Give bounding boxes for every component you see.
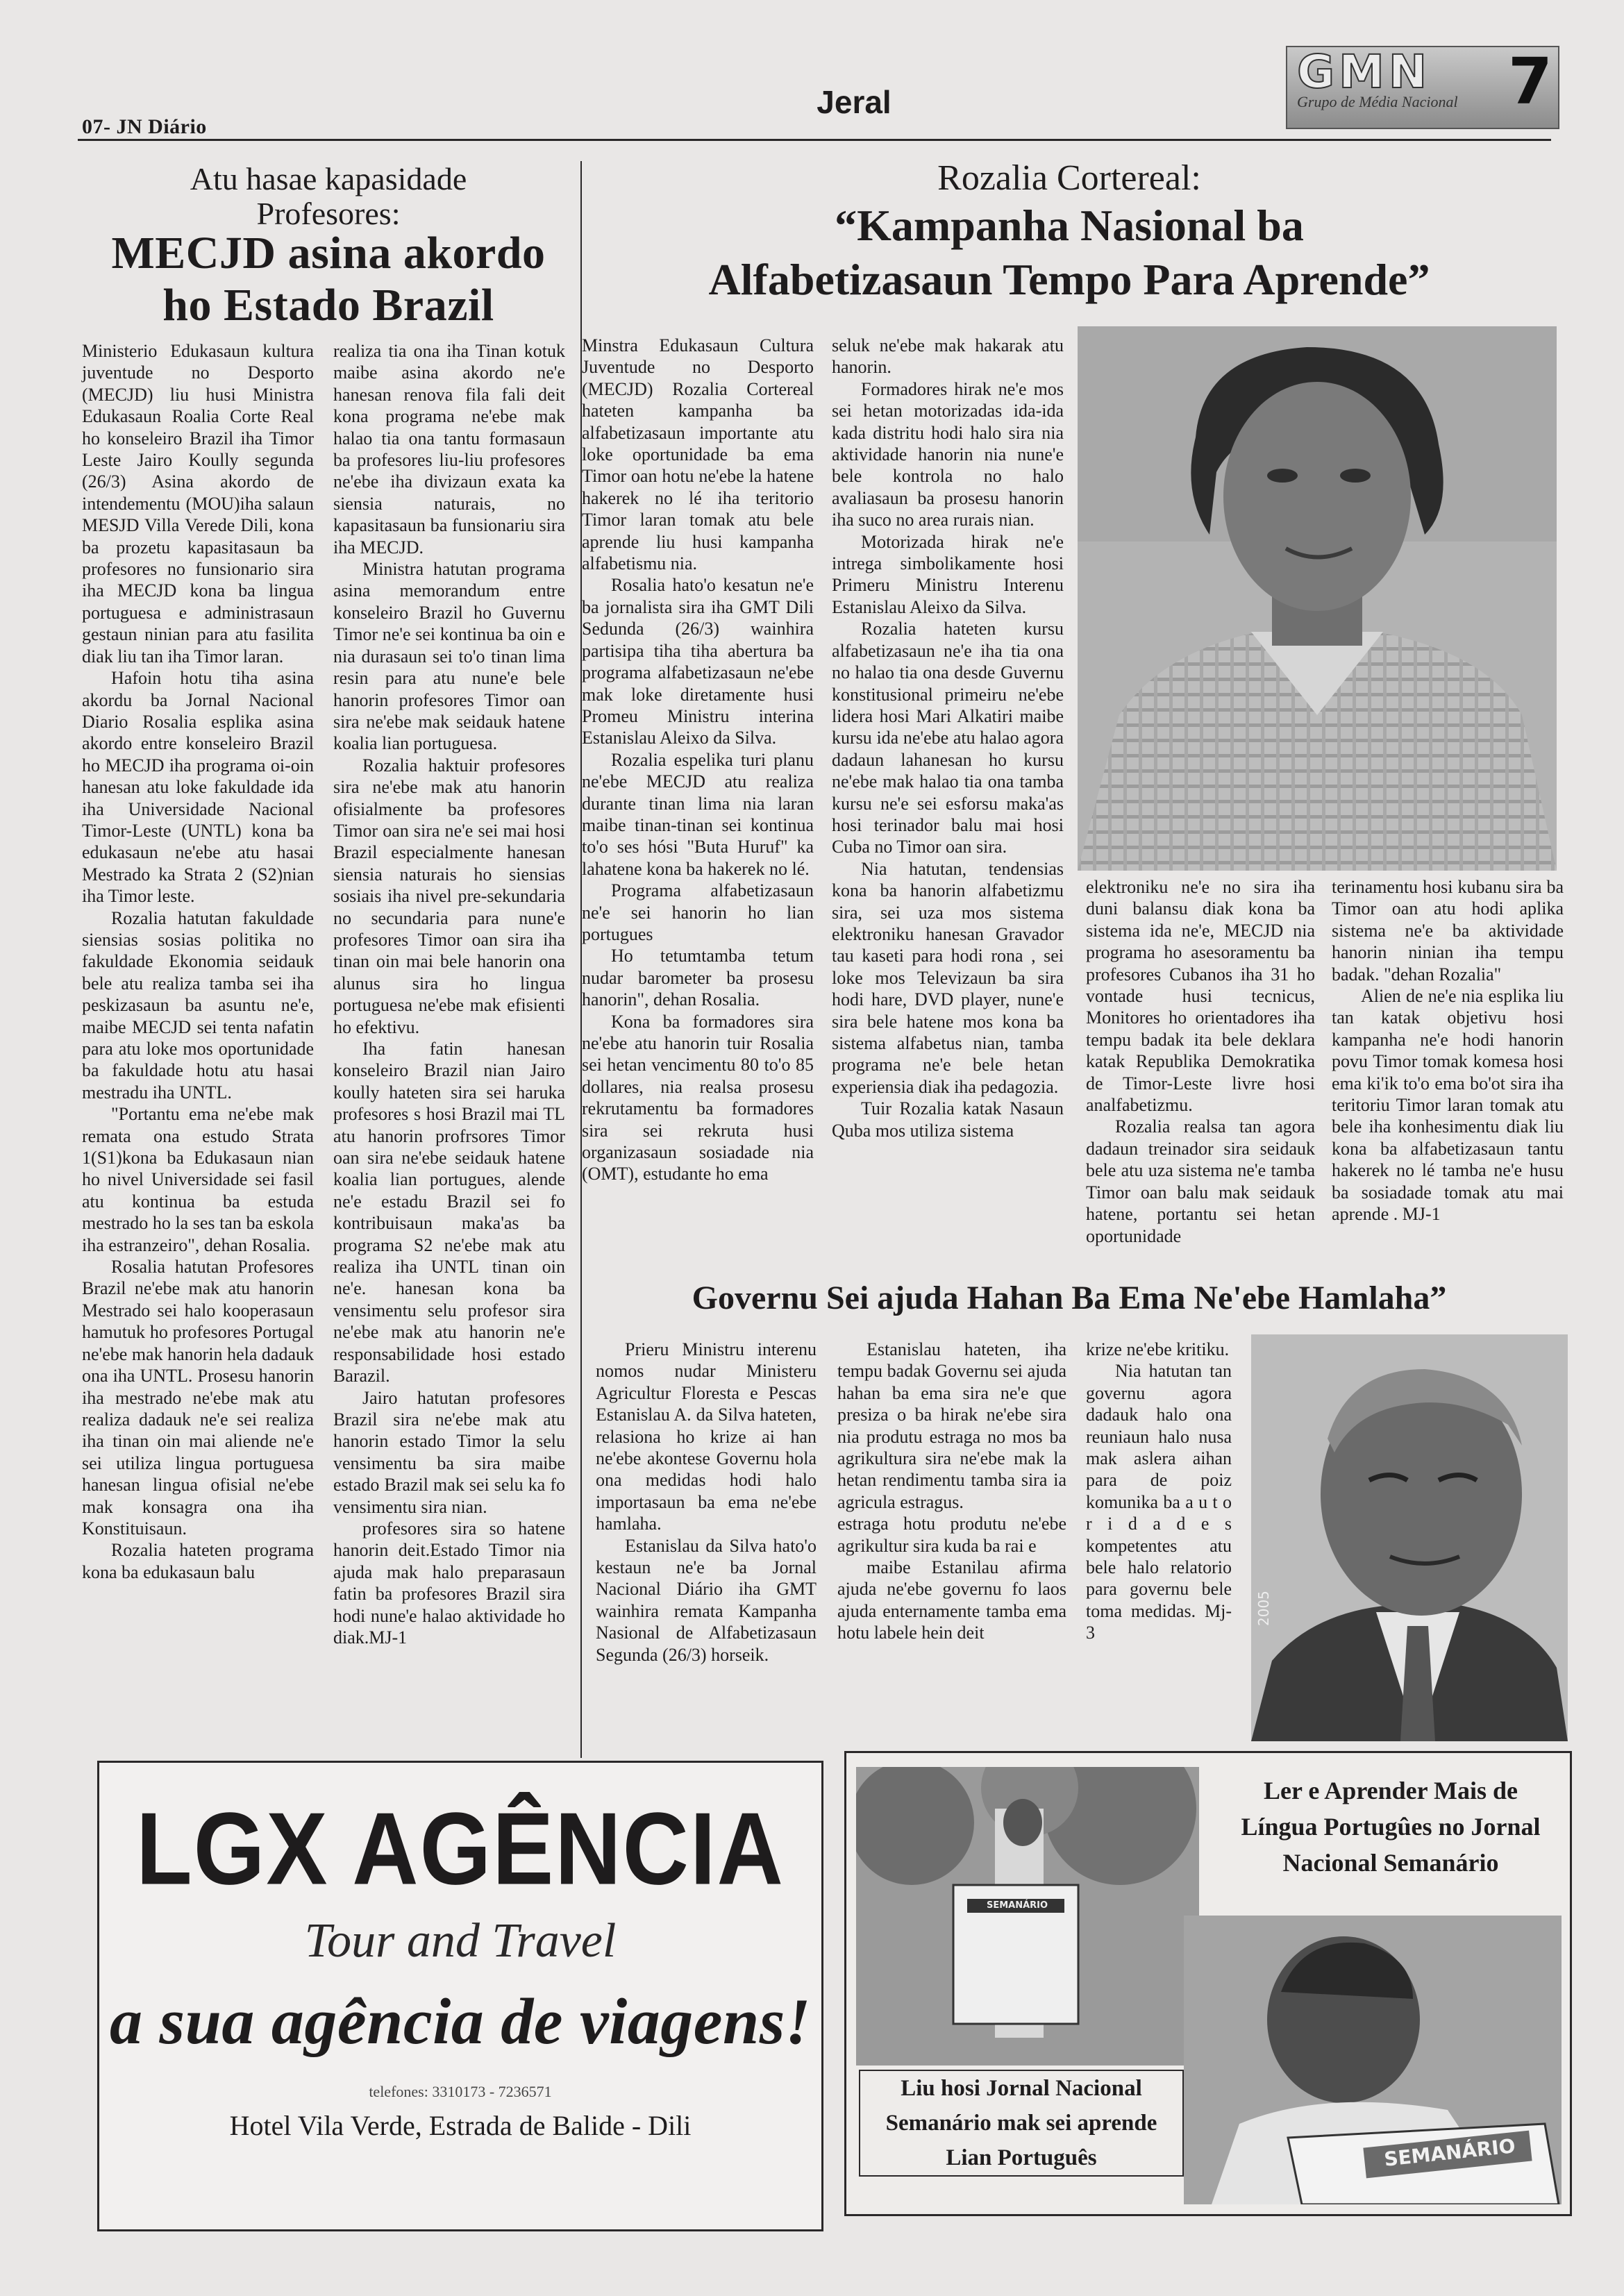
ad-text-top: Ler e Aprender Mais de Língua Portugûes no Jornal Nacional Semanário	[1241, 1777, 1541, 1877]
newspaper-reader-icon	[856, 1767, 1199, 2065]
page-label: 07- JN Diário	[82, 115, 207, 138]
paragraph: Estanislau da Silva hato'o kestaun ne'e ba Jornal Nacional Diário iha GMT wainhira remata Kampanha Nasional de Alfabetizasaun Segunda (26/3) horseik.	[596, 1535, 817, 1665]
man-portrait-icon	[1251, 1334, 1568, 1741]
article1-kicker-1: Atu hasae kapasidade	[190, 161, 467, 196]
paragraph: Rosalia hatutan Profesores Brazil ne'ebe mak atu hanorin Mestrado sei halo kooperasaun hamutuk ho profesores Portugal ne'ebe mak hanorin hela dadauk ona iha UNTL. Prosesu hanorin iha mestrado ne'ebe mak atu realiza dadauk ne'e sei realiza iha tinan oin mai aliende ne'e sei utiliza lingua portuguesa hanesan lingua ofisial ne'ebe mak konsagra ona iha Konstituisaun.	[82, 1257, 314, 1539]
ad-address: Hotel Vila Verde, Estrada de Balide - Dili	[229, 2110, 692, 2141]
article3-column-2	[837, 1339, 1066, 1644]
paragraph: Programa alfabetizasaun ne'e sei hanorin ho lian portugues	[582, 880, 814, 944]
article2-headline-1: “Kampanha Nasional ba	[835, 201, 1304, 250]
paragraph: realiza tia ona iha Tinan kotuk maibe asina akordo ne'e hanesan renova fila fali deit kona programa ne'ebe mak halao tia ona tantu formasaun ba profesores liu-liu profesores ne'ebe iha divizaun exata ka siensia naturais, no kapasitasaun ba funsionariu sira iha MECJD.	[333, 341, 565, 558]
paragraph: Rozalia espelika turi planu ne'ebe MECJD atu realiza durante tinan lima nia laran maibe tinan-tinan sei kontinua to'o ses hósi "Buta Huruf" ka lahatene kona ba hakerek no lé.	[582, 749, 814, 879]
ad-text-bottom: Liu hosi Jornal Nacional Semanário mak sei aprende Lian Português	[859, 2070, 1184, 2177]
article1-column-2	[333, 340, 565, 1648]
paragraph: Motorizada hirak ne'e intrega simbolikamente hosi Primeru Ministru Interenu Estanislau Aleixo da Silva.	[832, 531, 1064, 617]
article1-headline-2: ho Estado Brazil	[162, 280, 494, 330]
paragraph: estraga hotu produtu ne'ebe agrikultur sira kuda ba rai e	[837, 1514, 1066, 1556]
article2-column-1	[582, 335, 814, 1185]
logo-subtitle: Grupo de Média Nacional	[1297, 93, 1458, 110]
paragraph: maibe Estanilau afirma ajuda ne'ebe governu fo laos ajuda enternamente tamba ema hotu labele hein deit	[837, 1557, 1066, 1643]
paragraph: terinamentu hosi kubanu sira ba Timor oan atu hodi aplika sistema ne'e ba aktividade hanorin ninian iha tempu badak. "dehan Rozalia"	[1332, 877, 1564, 984]
paragraph: Ministerio Edukasaun kultura juventude no Desporto (MECJD) liu husi Ministra Edukasaun Roalia Corte Real ho konseleiro Brazil iha Timor Leste Jairo Koully segunda (26/3) Asina akordo de intendementu (MOU)iha salaun MESJD Villa Verede Dili, kona ba prozetu kapasitasaun ba profesores no funsionario sira iha MECJD kona ba lingua portuguesa e administrasaun gestaun ninian para atu fasilita diak liu tan iha Timor laran.	[82, 341, 314, 667]
paragraph: Rozalia hateten kursu alfabetizasaun ne'e iha tia ona no halao tia ona desde Guvernu konstitusional primeiru ne'ebe lidera hosi Mari Alkatiri maibe kursu ida ne'ebe atu halao agora dadaun lahanesan ho kursu ne'ebe mak halao tia ona tamba kursu ne'e sei esforsu maka'as hosi terinador balu mai hosi Cuba no Timor oan sira.	[832, 619, 1064, 857]
paragraph: Alien de ne'e nia esplika liu tan katak objetivu hosi kampanha ne'e hodi hanorin povu Timor tomak komesa hosi ema ki'ik to'o ema bo'ot sira iha teritoriu Timor laran tomak atu bele iha konhesimentu diak liu kona ba alfabetizasaun tantu hakerek no lé tamba ne'e husu ba sosiadade tomak atu mai aprende . MJ-1	[1332, 986, 1564, 1225]
reader-photo	[1184, 1916, 1562, 2204]
paragraph: elektroniku ne'e no sira iha duni balansu diak kona ba sistema ida ne'e, MECJD nia programa ho asesoramentu ba profesores Cubanos iha 31 ho vontade husi tecnicus, Monitores ho orientadores iha tempu badak ita bele deklara katak Republika Demokratika de Timor-Leste livre hosi analfabetizmu.	[1086, 877, 1315, 1116]
article3-headline: Governu Sei ajuda Hahan Ba Ema Ne'ebe Hamlaha”	[692, 1280, 1447, 1316]
paragraph: Kona ba formadores sira ne'ebe atu hanorin tuir Rosalia sei hetan vencimentu 80 to'o 85 dollares, nia realsa prosesu rekrutamentu ba formadores sira sei rekruta husi organizasaun sosiadade nia (OMT), estudante ho ema	[582, 1011, 814, 1184]
paragraph: profesores sira so hatene hanorin deit.Estado Timor nia ajuda mak halo preparasaun fatin ba profesores Brazil sira hodi nune'e halao aktividade ho diak.MJ-1	[333, 1518, 565, 1648]
article2-column-4	[1332, 876, 1564, 1225]
article2-headline-2: Alfabetizasaun Tempo Para Aprende”	[708, 255, 1430, 304]
gmn-logo	[1286, 46, 1559, 129]
jornal-semanario-ad	[844, 1751, 1572, 2216]
article2-kicker: Rozalia Cortereal:	[937, 158, 1201, 198]
paragraph: seluk ne'ebe mak hakarak atu hanorin.	[832, 335, 1064, 378]
photo-caption: 2005	[1255, 1591, 1272, 1626]
paragraph: krize ne'ebe kritiku.	[1086, 1339, 1230, 1359]
paragraph: Rozalia realsa tan agora dadaun treinador sira seidauk bele atu uza sistema ne'e tamba Timor oan balu mak seidauk hatene, portantu sei hetan oportunidade	[1086, 1116, 1315, 1246]
man-with-newspaper-photo	[856, 1767, 1199, 2065]
logo-text: GMN	[1297, 46, 1432, 99]
article3-column-3	[1086, 1339, 1232, 1644]
paragraph: Ministra hatutan programa asina memorandum entre konseleiro Brazil ho Guvernu Timor ne'e sei kontinua ba oin e nia durasaun sei to'o tinan lima resin para atu nune'e bele hanorin profesores Timor oan sira ne'ebe mak seidauk hatene koalia lian portuguesa.	[333, 559, 565, 754]
article3-column-1	[596, 1339, 817, 1666]
rozalia-photo	[1078, 326, 1557, 871]
paragraph: Nia hatutan tan governu agora dadauk halo ona reuniaun halo nusa mak aslera aihan para de poiz komunika ba a u t o r i d a d e s kompetentes atu bele halo relatorio para governu bele toma medidas. Mj-3	[1086, 1361, 1232, 1643]
paragraph: Jairo hatutan profesores Brazil sira ne'ebe mak atu hanorin estado Timor la selu vensimentu ba sira maibe estado Brazil mak sei selu ka fo vensimentu sira nian.	[333, 1387, 565, 1517]
paragraph: Rosalia hato'o kesatun ne'e ba jornalista sira iha GMT Dili Sedunda (26/3) wainhira partisipa tiha tiha abertura ba programa alfabetizasaun ne'ebe mak loke diretamente husi Promeu Ministru interina Estanislau Aleixo da Silva.	[582, 575, 814, 748]
lgx-agencia-ad	[97, 1761, 823, 2231]
ad-tagline: Tour and Travel	[304, 1914, 617, 1968]
paragraph: Rozalia hatutan fakuldade siensias sosias politika no fakuldade Ekonomia seidauk bele atu realiza tamba sei iha peskizasaun ba asuntu ne'e, maibe MECJD sei tenta nafatin para atu loke mos oportunidade ba fakuldade hotu atu hasai mestradu iha UNTL.	[82, 907, 314, 1103]
paragraph: Rozalia haktuir profesores sira ne'ebe mak atu hanorin ofisialmente ba profesores Timor oan sira ne'e sei mai hosi Brazil especialmente hanesan siensia naturais ho siensias sosiais iha nivel pre-sekundaria no secundaria para nune'e profesores Timor oan sira iha tinan oin mai bele hanorin ona alunus sira ho lingua portuguesa ne'ebe mak efisienti ho efektivu.	[333, 755, 565, 1037]
article1-headline-1: MECJD asina akordo	[111, 228, 546, 278]
paragraph: "Portantu ema ne'ebe mak remata ona estudo Strata 1(S1)kona ba Edukasaun nian ho nivel Universidade sei fasil atu kontinua ba estuda mestrado ho la ses tan ba eskola iha estranzeiro", dehan Rosalia.	[82, 1104, 314, 1255]
article1-kicker-2: Profesores:	[256, 196, 401, 231]
paragraph: Rozalia hateten programa kona ba edukasaun balu	[82, 1540, 314, 1582]
paragraph: Hafoin hotu tiha asina akordu ba Jornal Nacional Diario Rosalia esplika asina akordo entre konseleiro Brazil ho MECJD iha programa oi-oin hanesan atu loke fakuldade ida iha Universidade Nacional Timor-Leste (UNTL) kona ba edukasaun ne'ebe atu hasai Mestrado ka Strata 2 (S2)nian iha Timor leste.	[82, 668, 314, 907]
article2-column-2	[832, 335, 1064, 1141]
paragraph: Nia hatutan, tendensias kona ba hanorin alfabetizmu sira, sei uza mos sistema elektroniku hanesan Gravador tau kaseti para hodi rona , sei loke mos Televizaun ba sira hodi hare, DVD player, nune'e sira bele hatene mos kona ba sistema alfabetus nian, tamba programa ne'e bele hetan experiensia diak iha pedagozia.	[832, 858, 1064, 1097]
ad-slogan: a sua agência de viagens!	[110, 1986, 811, 2058]
paragraph: Estanislau hateten, iha tempu badak Governu sei ajuda hahan ba ema sira ne'e que presiza o ba hirak ne'ebe sira nia produtu estraga no mos ba agrikultura sira ne'ebe mak la hetan rendimentu tamba sira ia agricula estragus.	[837, 1339, 1066, 1512]
paragraph: Minstra Edukasaun Cultura Juventude no Desporto (MECJD) Rozalia Cortereal hateten kampanha ba alfabetizasaun importante atu loke oportunidade ba ema Timor oan hotu ne'ebe la hatene hakerek no lé iha teritorio Timor laran tomak atu bele aprende liu husi kampanha alfabetismu nia.	[582, 335, 814, 574]
paragraph: Formadores hirak ne'e mos sei hetan motorizadas ida-ida kada distritu hodi halo sira nia aktividade hanorin nia nune'e bele kontrola no halo avaliasaun ba prosesu hanorin iha suco no area rurais nian.	[832, 378, 1064, 530]
estanislau-photo	[1251, 1334, 1568, 1741]
logo-page-number: 7	[1507, 46, 1552, 119]
paragraph: Iha fatin hanesan konseleiro Brazil nian Jairo koully hateten sira sei haruka profesores s hosi Brazil mai TL atu hanorin profrsores Timor oan sira ne'ebe seidauk hatene koalia lian portugues, alende ne'e estadu Brazil sei fo kontribuisaun maka'as ba programa S2 ne'ebe mak atu realiza iha UNTL tinan oin ne'e. hanesan kona ba vensimentu selu profesor sira ne'ebe mak atu hanorin ne'e responsabilidade hosi estado Barazil.	[333, 1039, 565, 1386]
header-rule	[78, 139, 1551, 141]
ad-title: LGX AGÊNCIA	[136, 1791, 785, 1906]
paragraph: Tuir Rozalia katak Nasaun Quba mos utiliza sistema	[832, 1098, 1064, 1141]
ad-phone: telefones: 3310173 - 7236571	[369, 2083, 552, 2100]
newspaper-label-2: SEMANÁRIO	[1382, 2134, 1517, 2171]
woman-portrait-icon	[1078, 326, 1557, 871]
section-title: Jeral	[817, 84, 891, 120]
newspaper-label: SEMANÁRIO	[986, 1900, 1048, 1911]
article2-column-3	[1086, 876, 1315, 1247]
paragraph: Prieru Ministru interenu nomos nudar Ministeru Agricultur Floresta e Pescas Estanislau A. da Silva hateten, relasiona ho krize ai han ne'ebe akontese Governu hola ona medidas hodi halo importasaun ba ema ne'ebe hamlaha.	[596, 1339, 817, 1534]
paragraph: Ho tetumtamba tetum nudar barometer ba prosesu hanorin", dehan Rosalia.	[582, 946, 814, 1010]
article1-column-1	[82, 340, 314, 1583]
